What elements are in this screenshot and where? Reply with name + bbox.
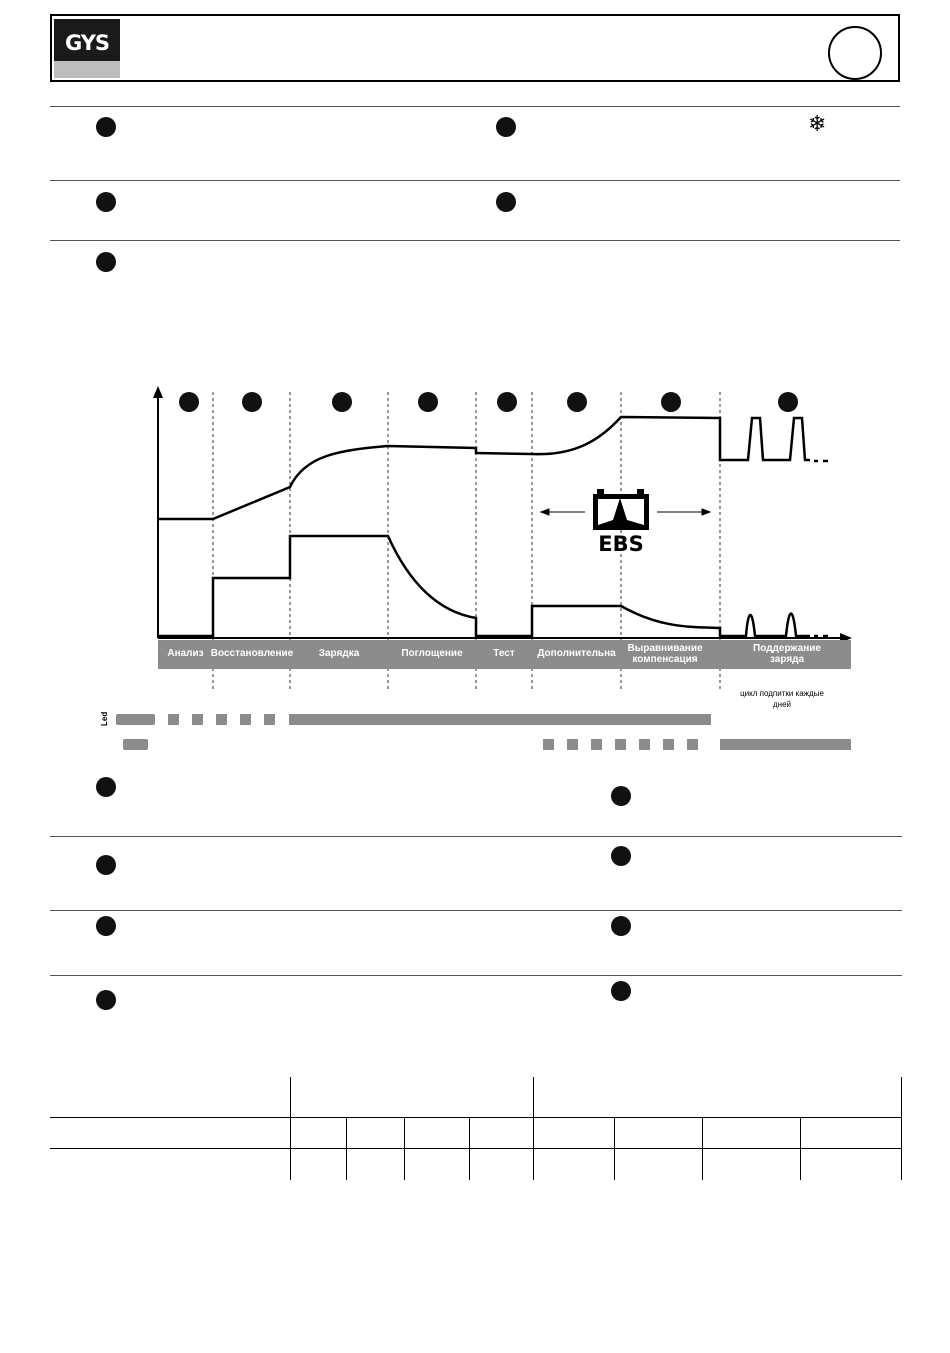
header-frame (50, 14, 900, 82)
stage-label: Зарядка (318, 648, 360, 659)
bullet-dot (96, 855, 116, 875)
table-col (346, 1117, 347, 1180)
bullet-dot (611, 981, 631, 1001)
divider (50, 836, 902, 837)
stage-label: Выравнивание компенсация (627, 643, 703, 665)
divider (50, 240, 900, 241)
stage-label: Восстановление (210, 648, 294, 659)
y-axis-arrow (153, 386, 163, 398)
gys-logo (54, 19, 120, 78)
stage-label: Дополнительна (537, 648, 616, 659)
snowflake-icon: ❄ (808, 112, 827, 137)
logo-bar (54, 61, 120, 78)
table-col (800, 1117, 801, 1180)
table-col (901, 1077, 902, 1180)
table-col (469, 1117, 470, 1180)
bullet-dot (96, 777, 116, 797)
bullet-dot (96, 252, 116, 272)
ebs-battery-icon (593, 489, 649, 530)
divider (50, 910, 902, 911)
voltage-curve (158, 417, 810, 519)
bullet-dot (96, 117, 116, 137)
stage-label: Поглощение (401, 648, 463, 659)
maintenance-note: цикл подпитки каждые дней (740, 689, 824, 709)
table-col (404, 1117, 405, 1180)
current-curve (158, 536, 810, 636)
table-col (290, 1077, 291, 1180)
stage-markers (179, 392, 798, 412)
table-col (533, 1077, 534, 1180)
table-rule (50, 1117, 901, 1118)
table-rule (50, 1148, 901, 1149)
divider (50, 180, 900, 181)
table-col (702, 1117, 703, 1180)
language-circle (828, 26, 882, 80)
bullet-dot (496, 192, 516, 212)
bullet-dot (611, 916, 631, 936)
ebs-label: EBS (598, 532, 644, 556)
stage-label: Поддержание заряда (753, 643, 821, 665)
bullet-dot (611, 846, 631, 866)
led-label: Led (100, 711, 109, 726)
logo-text: GYS (64, 31, 110, 55)
bullet-dot (496, 117, 516, 137)
table-col (614, 1117, 615, 1180)
bullet-dot (96, 192, 116, 212)
divider (50, 106, 900, 107)
bullet-dot (96, 916, 116, 936)
led-row-1 (116, 714, 711, 725)
bullet-dot (611, 786, 631, 806)
stage-label: Анализ (167, 648, 204, 659)
bullet-dot (96, 990, 116, 1010)
divider (50, 975, 902, 976)
stage-label: Тест (493, 648, 515, 659)
led-row-2 (123, 739, 851, 750)
